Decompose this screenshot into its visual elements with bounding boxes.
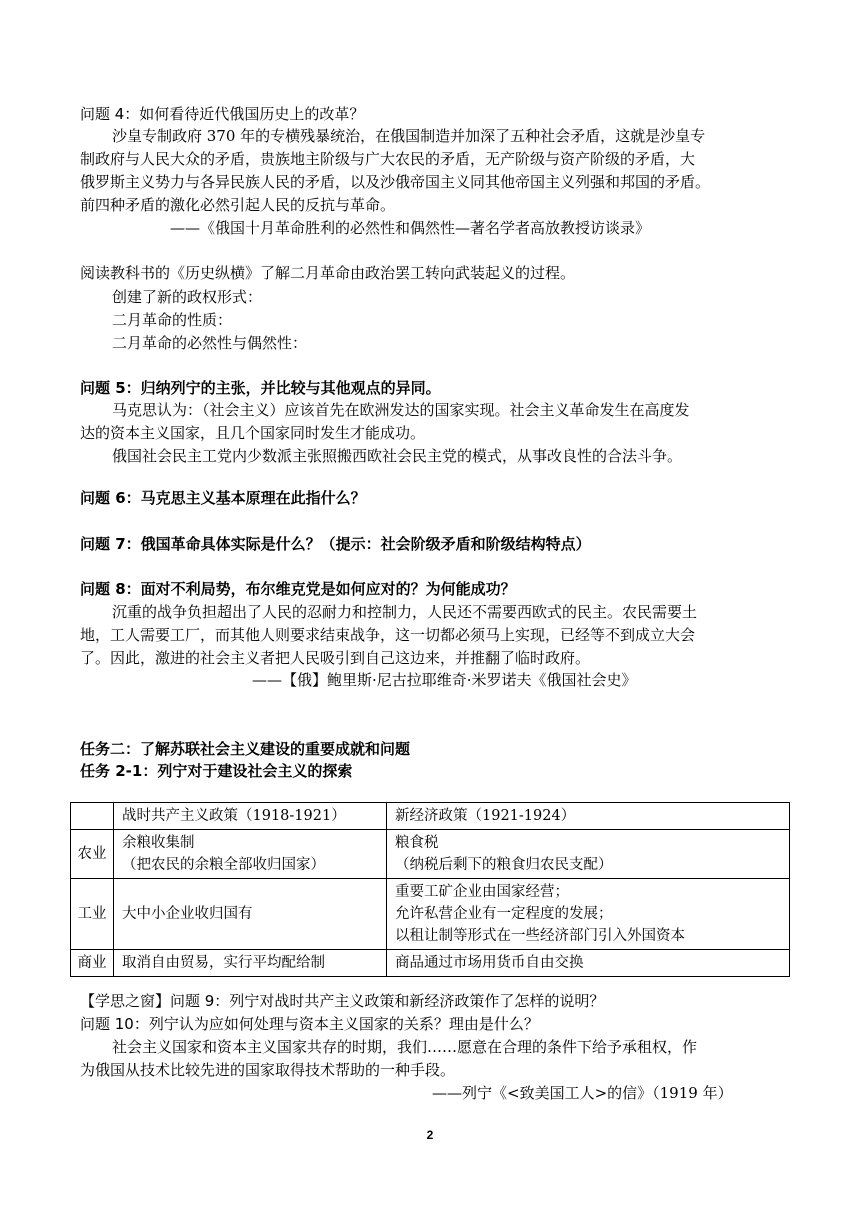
- q9-title: 【学思之窗】问题 9：列宁对战时共产主义政策和新经济政策作了怎样的说明？: [80, 992, 605, 1010]
- q7-title: 问题 7：俄国革命具体实际是什么？（提示：社会阶级矛盾和阶级结构特点）: [80, 535, 591, 553]
- q4-text-line: 沙皇专制政府 370 年的专横残暴统治，在俄国制造并加深了五种社会矛盾，这就是沙皇专: [112, 127, 706, 145]
- table-cell: [114, 830, 387, 879]
- q10-text-line: 为俄国从技术比较先进的国家取得技术帮助的一种手段。: [80, 1061, 456, 1079]
- task2-title: 任务二：了解苏联社会主义建设的重要成就和问题: [80, 740, 411, 758]
- cell-text: 余粮收集制: [122, 835, 195, 851]
- table-row: [71, 830, 790, 879]
- table-header-cell: 新经济政策（1921-1924）: [387, 803, 790, 830]
- reading-intro: 阅读教科书的《历史纵横》了解二月革命由政治罢工转向武装起义的过程。: [80, 264, 576, 282]
- cell-text: 以租让制等形式在一些经济部门引入外国资本: [395, 928, 685, 944]
- reading-item: 创建了新的政权形式：: [112, 288, 263, 306]
- cell-text: 大中小企业收归国有: [122, 906, 253, 922]
- cell-text: 商品通过市场用货币自由交换: [395, 955, 584, 971]
- q10-text-line: 社会主义国家和资本主义国家共存的时期，我们……愿意在合理的条件下给予承租权，作: [112, 1038, 698, 1056]
- table-header-row: [71, 803, 790, 830]
- reading-item: 二月革命的性质：: [112, 311, 233, 329]
- cell-text: 允许私营企业有一定程度的发展；: [395, 906, 613, 922]
- q5-text-line: 达的资本主义国家，且几个国家同时发生才能成功。: [80, 424, 426, 442]
- q8-text-line: 地，工人需要工厂，而其他人则要求结束战争，这一切都必须马上实现，已经等不到成立大会: [80, 626, 696, 644]
- q8-text-line: 了。因此，激进的社会主义者把人民吸引到自己这边来，并推翻了临时政府。: [80, 649, 591, 667]
- table-cell: [114, 950, 387, 977]
- q4-text-line: 制政府与人民大众的矛盾，贵族地主阶级与广大农民的矛盾，无产阶级与资产阶级的矛盾，大: [80, 150, 696, 168]
- q5-text-line: 俄国社会民主工党内少数派主张照搬西欧社会民主党的模式，从事改良性的合法斗争。: [112, 447, 683, 465]
- table-cell: [387, 830, 790, 879]
- table-cell: [114, 879, 387, 950]
- reading-item: 二月革命的必然性与偶然性：: [112, 334, 308, 352]
- cell-text: （纳税后剩下的粮食归农民支配）: [395, 857, 613, 873]
- cell-text: （把农民的余粮全部收归国家）: [122, 857, 325, 873]
- q8-text-line: 沉重的战争负担超出了人民的忍耐力和控制力，人民还不需要西欧式的民主。农民需要土: [112, 603, 698, 621]
- page-number: 2: [426, 1128, 434, 1142]
- table-header-cell: [71, 803, 114, 830]
- q10-source: ——列宁《<致美国工人>的信》（1919 年）: [432, 1084, 733, 1102]
- policy-comparison-table: [70, 802, 790, 977]
- table-cell: [387, 950, 790, 977]
- q4-text-line: 前四种矛盾的激化必然引起人民的反抗与革命。: [80, 196, 396, 214]
- q5-title: 问题 5：归纳列宁的主张，并比较与其他观点的异同。: [80, 379, 441, 397]
- cell-text: 粮食税: [395, 835, 439, 851]
- q6-title: 问题 6：马克思主义基本原理在此指什么？: [80, 489, 366, 507]
- table-row: [71, 879, 790, 950]
- sector-cell: 商业: [71, 950, 114, 977]
- table-header-cell: 战时共产主义政策（1918-1921）: [114, 803, 387, 830]
- task2-subtitle: 任务 2-1：列宁对于建设社会主义的探索: [80, 762, 353, 780]
- q4-source: ——《俄国十月革命胜利的必然性和偶然性—著名学者高放教授访谈录》: [170, 219, 651, 237]
- cell-text: 取消自由贸易，实行平均配给制: [122, 955, 325, 971]
- q5-text-line: 马克思认为：（社会主义）应该首先在欧洲发达的国家实现。社会主义革命发生在高度发: [112, 401, 690, 419]
- sector-cell: 工业: [71, 879, 114, 950]
- table-row: [71, 950, 790, 977]
- q8-title: 问题 8：面对不利局势，布尔维克党是如何应对的？为何能成功？: [80, 580, 516, 598]
- q10-title: 问题 10：列宁认为应如何处理与资本主义国家的关系？理由是什么？: [80, 1015, 539, 1033]
- table-cell: [387, 879, 790, 950]
- q4-title: 问题 4：如何看待近代俄国历史上的改革？: [80, 105, 365, 123]
- cell-text: 重要工矿企业由国家经营；: [395, 884, 569, 900]
- q4-text-line: 俄罗斯主义势力与各异民族人民的矛盾，以及沙俄帝国主义同其他帝国主义列强和邦国的矛盾。: [80, 173, 711, 191]
- q8-source: ——【俄】鲍里斯·尼古拉耶维奇·米罗诺夫《俄国社会史》: [252, 671, 637, 689]
- sector-cell: 农业: [71, 830, 114, 879]
